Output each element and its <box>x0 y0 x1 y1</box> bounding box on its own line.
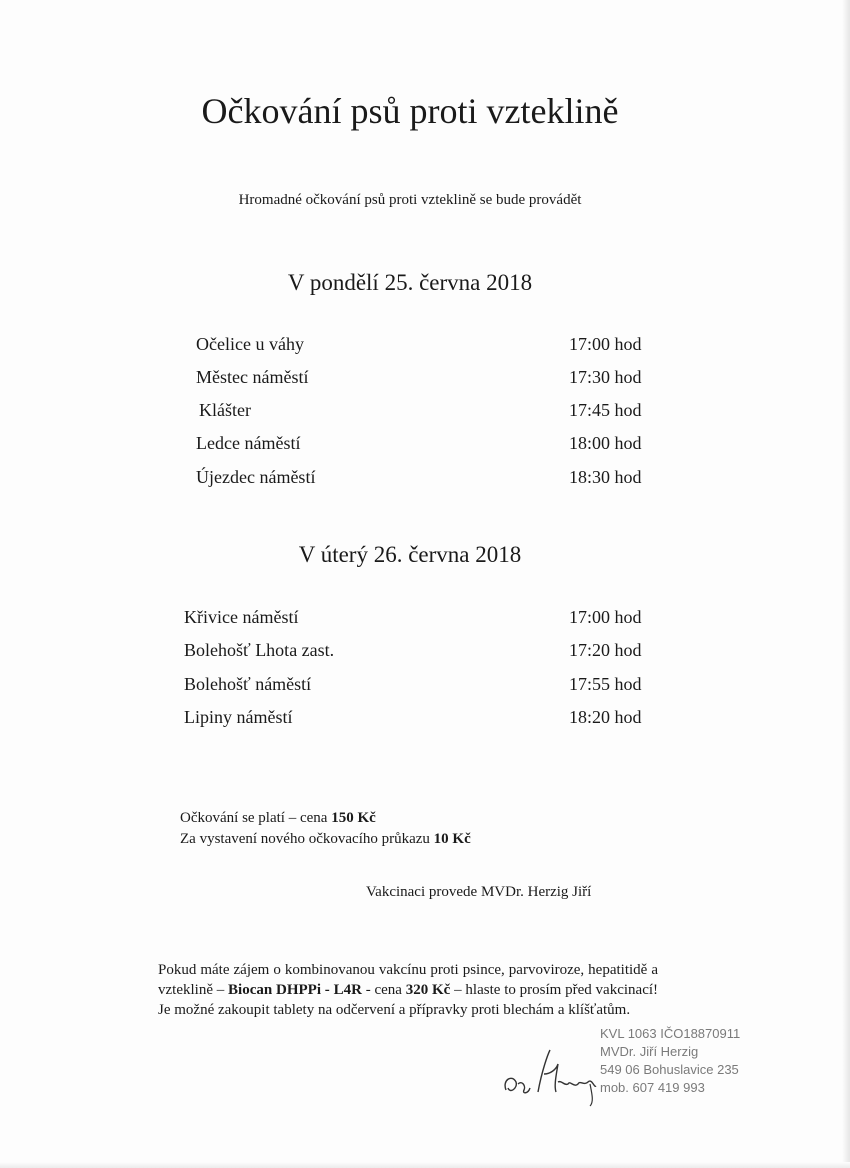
schedule-time: 17:20 hod <box>569 640 642 660</box>
scan-edge-bottom <box>0 1162 850 1168</box>
offer-text-part1: Pokud máte zájem o kombinovanou vakcínu proti psince, parvoviroze, hepatitidě a vzteklině – <box>158 962 658 998</box>
document-title: Očkování psů proti vzteklině <box>201 91 619 131</box>
schedule-time: 17:00 hod <box>569 607 642 627</box>
schedule-place: Městec náměstí <box>196 367 309 387</box>
schedule-place: Bolehošť náměstí <box>184 674 312 694</box>
schedule-time: 17:55 hod <box>569 674 642 694</box>
price-notes <box>180 808 471 850</box>
schedule-place: Újezdec náměstí <box>196 467 316 487</box>
scan-edge-right <box>842 0 850 1168</box>
offer-vaccine-name: Biocan DHPPi - L4R <box>228 982 362 998</box>
day1-heading: V pondělí 25. června 2018 <box>287 270 533 295</box>
vaccinator-line: Vakcinaci provede MVDr. Herzig Jiří <box>366 884 592 900</box>
schedule-time: 18:30 hod <box>569 467 642 487</box>
schedule-place: Ledce náměstí <box>196 433 301 453</box>
schedule-place: Klášter <box>199 400 251 420</box>
schedule-time: 18:20 hod <box>569 707 642 727</box>
schedule-time: 17:45 hod <box>569 400 642 420</box>
stamp-line-name: MVDr. Jiří Herzig <box>600 1044 699 1059</box>
schedule-place: Očelice u váhy <box>196 334 304 354</box>
day2-heading: V úterý 26. června 2018 <box>298 542 522 567</box>
certificate-price-label: Za vystavení nového očkovacího průkazu <box>180 831 434 847</box>
vet-stamp <box>600 1025 740 1097</box>
stamp-line-phone: mob. 607 419 993 <box>600 1080 705 1095</box>
schedule-place: Lipiny náměstí <box>184 707 293 727</box>
vaccination-price-line <box>180 808 471 829</box>
handwritten-signature <box>498 1040 608 1110</box>
schedule-time: 17:30 hod <box>569 367 642 387</box>
vaccination-price-label: Očkování se platí – cena <box>180 810 332 826</box>
offer-vaccine-price: 320 Kč <box>405 982 451 998</box>
combined-vaccine-offer <box>158 960 658 1020</box>
certificate-price-line <box>180 829 471 850</box>
schedule-place: Bolehošť Lhota zast. <box>184 640 335 660</box>
offer-text-part3: – hlaste to prosím před vakcinací! Je možné zakoupit tablety na odčervení a přípravky proti blechám a klíšťatům. <box>158 982 659 1018</box>
schedule-place: Křivice náměstí <box>184 607 299 627</box>
intro-text: Hromadné očkování psů proti vzteklině se bude provádět <box>238 192 582 208</box>
certificate-price: 10 Kč <box>433 831 471 847</box>
schedule-time: 18:00 hod <box>569 433 642 453</box>
stamp-line-registration: KVL 1063 IČO18870911 <box>600 1026 741 1041</box>
stamp-line-address: 549 06 Bohuslavice 235 <box>600 1062 739 1077</box>
vaccination-price: 150 Kč <box>331 810 376 826</box>
schedule-time: 17:00 hod <box>569 334 642 354</box>
offer-text-part2: - cena <box>361 982 406 998</box>
